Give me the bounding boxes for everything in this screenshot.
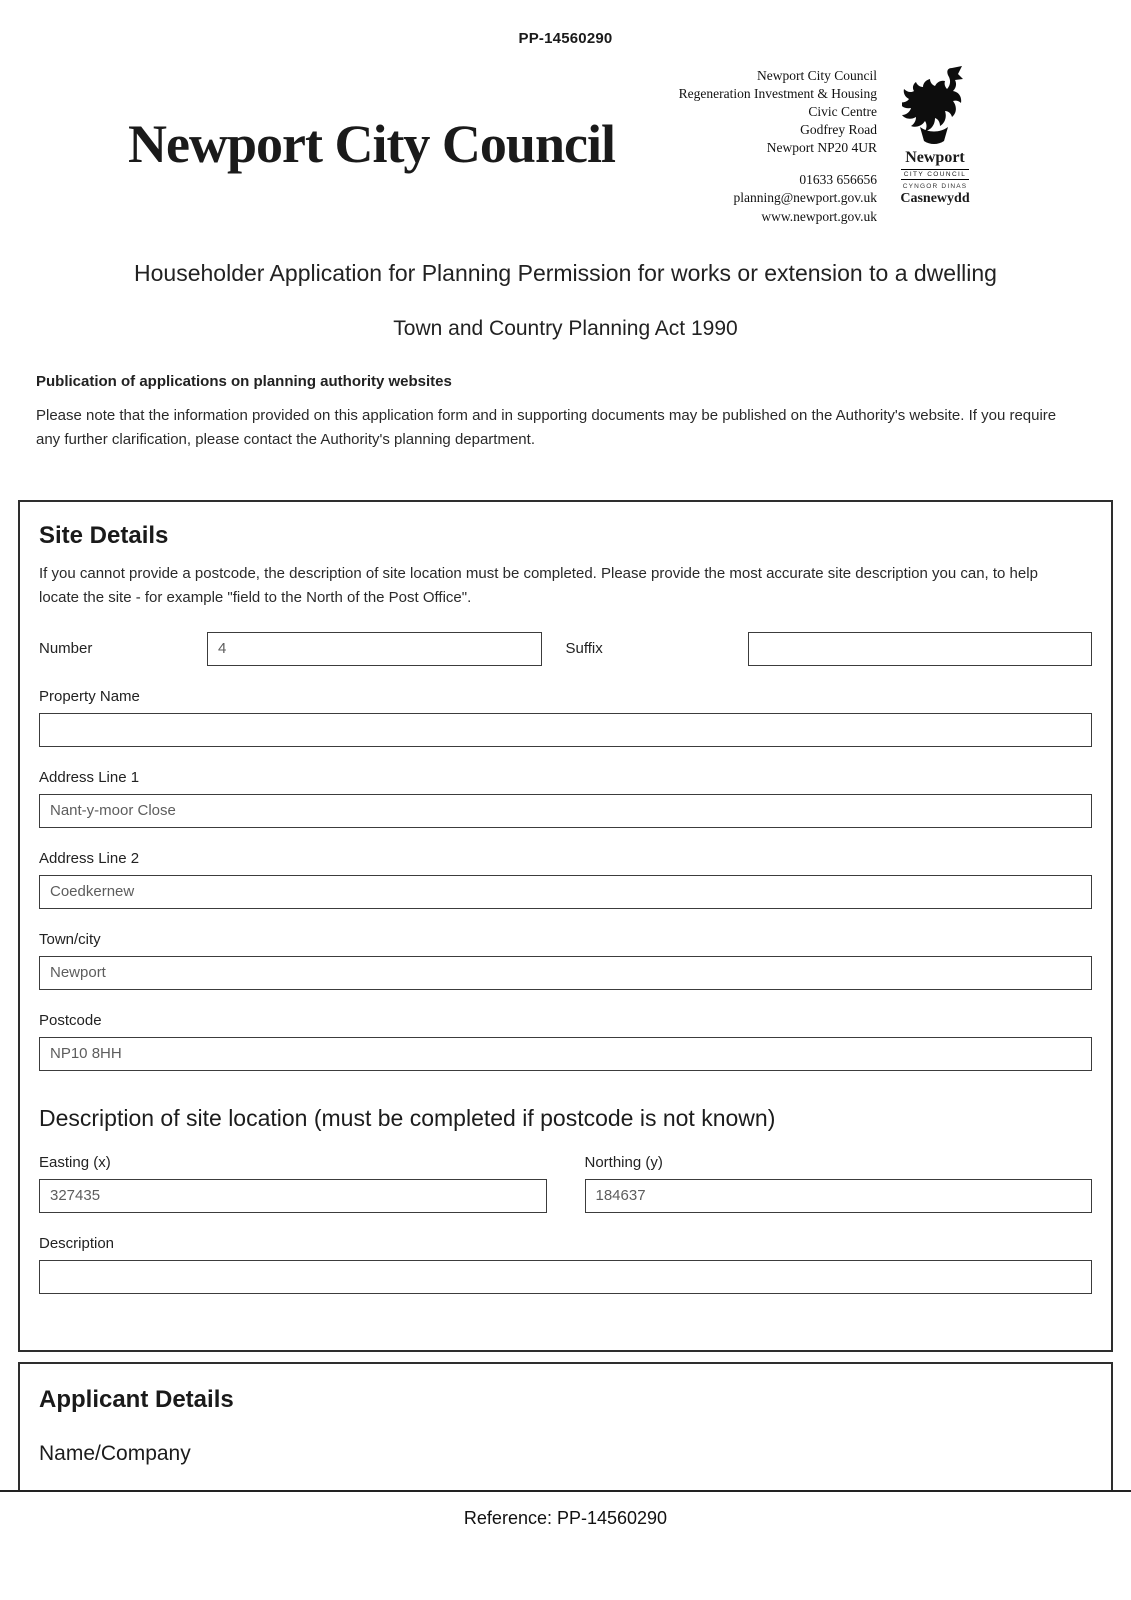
crest-subtitle-welsh: CYNGOR DINAS: [902, 183, 968, 190]
council-address-block: [679, 65, 877, 226]
easting-label: Easting (x): [39, 1153, 111, 1171]
postcode-input[interactable]: [39, 1037, 1092, 1071]
postcode-field-group: [39, 1012, 1092, 1071]
email-address: planning@newport.gov.uk: [733, 190, 877, 206]
property-name-input[interactable]: [39, 713, 1092, 747]
address-line-1-field-group: [39, 769, 1092, 828]
postcode-label: Postcode: [39, 1011, 102, 1029]
site-details-section: [18, 500, 1113, 1352]
address-line: Newport City Council: [757, 68, 877, 83]
council-contact-block: [679, 171, 877, 225]
description-input[interactable]: [39, 1260, 1092, 1294]
suffix-field-group: [566, 632, 1093, 666]
publication-notice-body: Please note that the information provided on this application form and in supporting documents may be published on the Authority's website. If you require any further clarification, please contact the Authority's planning department.: [36, 406, 1057, 448]
easting-input[interactable]: [39, 1179, 547, 1213]
number-label: Number: [39, 640, 93, 658]
act-subtitle: Town and Country Planning Act 1990: [393, 316, 738, 340]
number-field-group: [39, 632, 566, 666]
site-location-heading: Description of site location (must be completed if postcode is not known): [39, 1104, 776, 1131]
northing-input[interactable]: [585, 1179, 1093, 1213]
applicant-details-heading: Applicant Details: [39, 1385, 234, 1413]
council-logo-text: Newport City Council: [128, 114, 615, 174]
northing-label: Northing (y): [584, 1153, 663, 1171]
address-line-2-label: Address Line 2: [39, 849, 140, 867]
header-right: [679, 65, 975, 226]
easting-northing-row: [39, 1154, 1092, 1213]
crest-name-label: Newport: [905, 149, 965, 166]
property-name-label: Property Name: [39, 687, 140, 705]
page-footer: [0, 1490, 1131, 1529]
number-suffix-row: [39, 632, 1092, 666]
name-company-label: Name/Company: [39, 1441, 191, 1465]
crest-subtitle-english: CITY COUNCIL: [901, 169, 970, 180]
description-label: Description: [39, 1234, 115, 1252]
site-details-intro: If you cannot provide a postcode, the description of site location must be completed. Please provide the most accurate site description you can, to help locate the site - for example "field to the North of the Post Office".: [39, 564, 1038, 606]
description-field-group: [39, 1235, 1092, 1294]
site-details-heading: Site Details: [39, 521, 169, 549]
website-url: www.newport.gov.uk: [761, 208, 877, 224]
footer-divider: [0, 1490, 1131, 1492]
suffix-label: Suffix: [565, 640, 603, 658]
council-crest: [895, 65, 975, 207]
newport-dragon-crest-icon: [902, 65, 968, 147]
town-city-input[interactable]: [39, 956, 1092, 990]
applicant-details-section: [18, 1362, 1113, 1492]
page-title: Householder Application for Planning Permission for works or extension to a dwelling: [134, 259, 997, 286]
address-line: Newport NP20 4UR: [766, 140, 877, 156]
publication-notice-heading: Publication of applications on planning authority websites: [36, 372, 452, 390]
town-city-field-group: [39, 931, 1092, 990]
footer-reference: Reference: PP-14560290: [463, 1508, 668, 1528]
address-line: Godfrey Road: [800, 122, 877, 138]
town-city-label: Town/city: [39, 930, 101, 948]
address-line: Civic Centre: [808, 104, 877, 120]
address-line: Regeneration Investment & Housing: [678, 86, 877, 102]
suffix-input[interactable]: [748, 632, 1093, 666]
address-line-1-input[interactable]: [39, 794, 1092, 828]
crest-welsh-name: Casnewydd: [900, 191, 970, 206]
number-input[interactable]: [207, 632, 542, 666]
phone-number: 01633 656656: [799, 172, 877, 188]
easting-field-group: [39, 1154, 547, 1213]
address-line-2-input[interactable]: [39, 875, 1092, 909]
northing-field-group: [585, 1154, 1093, 1213]
page-header: [0, 65, 1131, 226]
address-line-2-field-group: [39, 850, 1092, 909]
property-name-field-group: [39, 688, 1092, 747]
form-reference: PP-14560290: [518, 30, 613, 47]
address-line-1-label: Address Line 1: [39, 768, 140, 786]
